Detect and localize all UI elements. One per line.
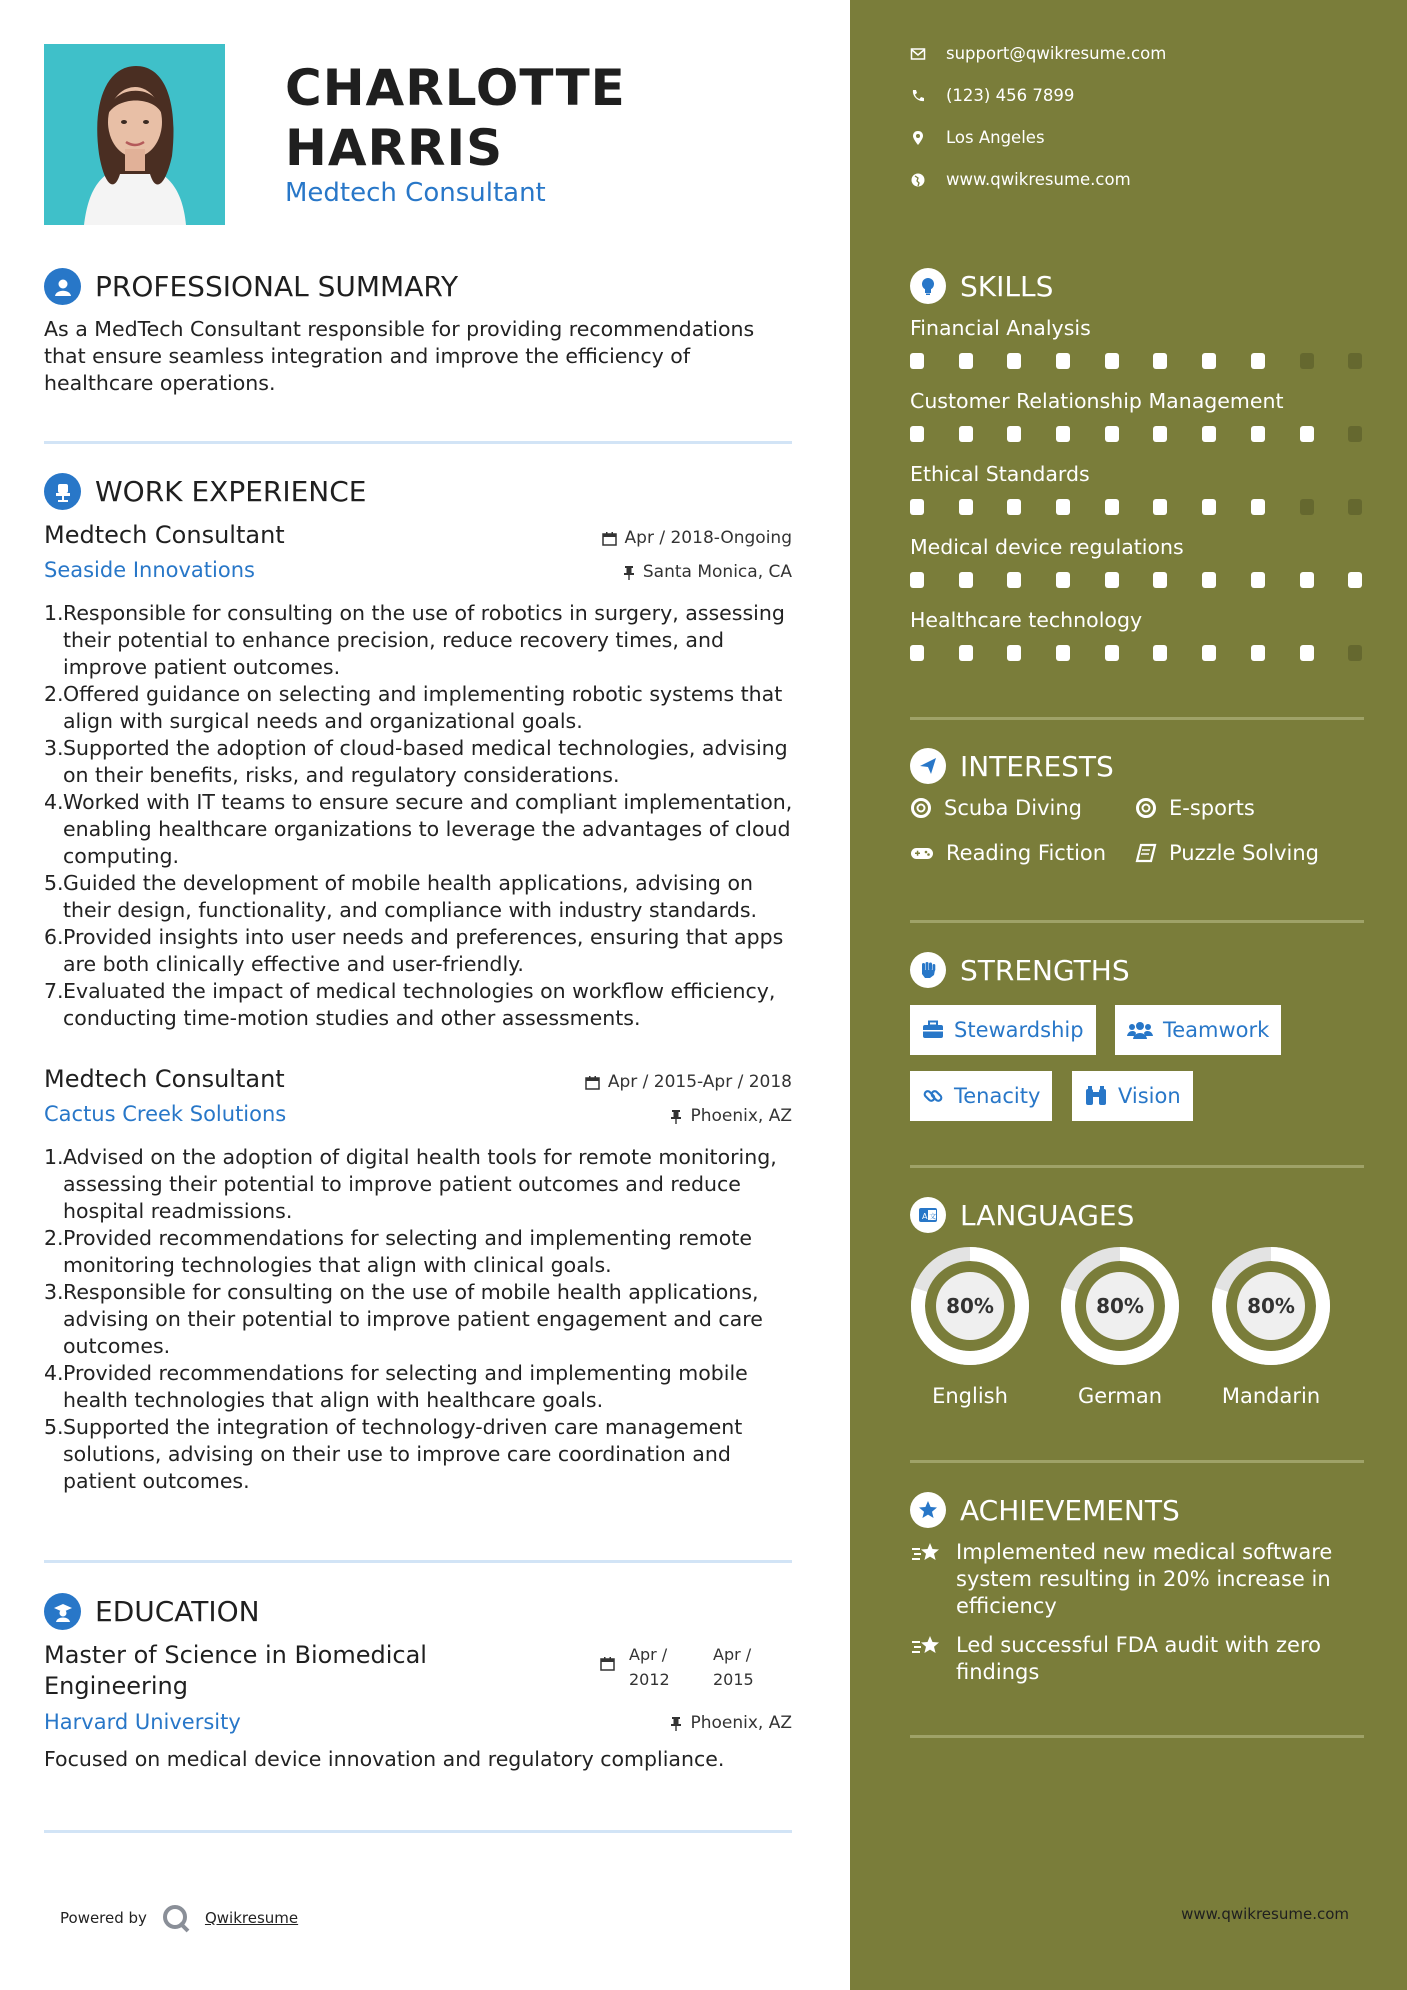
link-icon bbox=[922, 1085, 944, 1107]
language-ring bbox=[908, 1244, 1032, 1368]
education-title: EDUCATION bbox=[95, 1595, 260, 1628]
skill-rating bbox=[910, 499, 1397, 515]
skill-dot bbox=[1105, 499, 1119, 515]
gamepad-icon bbox=[910, 844, 934, 862]
phone-text: (123) 456 7899 bbox=[946, 86, 1075, 105]
list-item: 3. Responsible for consulting on the use of mobile health applications, advising on their potential to improve patient engagement and care outcomes. bbox=[44, 1280, 763, 1358]
interest-item: Scuba Diving bbox=[910, 796, 1082, 820]
skill-dot bbox=[959, 645, 973, 661]
skill-rating bbox=[910, 353, 1397, 369]
experience-title: WORK EXPERIENCE bbox=[95, 475, 367, 508]
education-location-text: Phoenix, AZ bbox=[690, 1713, 792, 1733]
job-1-date-text: Apr / 2018-Ongoing bbox=[624, 528, 792, 548]
job-2-location bbox=[670, 1106, 792, 1126]
website-text[interactable]: www.qwikresume.com bbox=[946, 170, 1131, 189]
language-item bbox=[1209, 1244, 1333, 1408]
achievements-heading bbox=[910, 1492, 1180, 1528]
shooting-star-icon bbox=[910, 1634, 944, 1658]
location-text: Los Angeles bbox=[946, 128, 1045, 147]
skill-name: Healthcare technology bbox=[910, 608, 1143, 632]
skill-dot bbox=[1348, 572, 1362, 588]
divider bbox=[910, 1460, 1364, 1463]
contact-website bbox=[910, 170, 1131, 189]
languages-title: LANGUAGES bbox=[960, 1198, 1135, 1232]
language-percent: 80% bbox=[1247, 1294, 1295, 1318]
skill-dot bbox=[1105, 426, 1119, 442]
education-start: Apr / 2012 bbox=[629, 1645, 670, 1689]
lifebuoy-icon bbox=[1135, 797, 1157, 819]
degree-line-2: Engineering bbox=[44, 1672, 188, 1700]
skill-dot bbox=[1153, 353, 1167, 369]
skill-name: Medical device regulations bbox=[910, 535, 1184, 559]
name-line-2: HARRIS bbox=[285, 119, 504, 177]
skill-rating bbox=[910, 645, 1397, 661]
skill-dot bbox=[959, 572, 973, 588]
translate-icon bbox=[910, 1197, 946, 1233]
skill-dot bbox=[1153, 426, 1167, 442]
job-2-responsibilities bbox=[44, 1144, 804, 1495]
skill-dot bbox=[910, 353, 924, 369]
skill-name: Financial Analysis bbox=[910, 316, 1091, 340]
skill-dot bbox=[1007, 572, 1021, 588]
skills-title: SKILLS bbox=[960, 269, 1054, 303]
strengths-title: STRENGTHS bbox=[960, 953, 1130, 987]
skill-dot bbox=[1251, 645, 1265, 661]
language-item bbox=[1058, 1244, 1182, 1408]
calendar-icon bbox=[600, 1656, 615, 1671]
skill-dot bbox=[959, 426, 973, 442]
divider bbox=[910, 920, 1364, 923]
lifebuoy-icon bbox=[910, 797, 932, 819]
svg-text:文: 文 bbox=[929, 1212, 937, 1221]
list-item: 5. Supported the integration of technology-driven care management solutions, advising on their use to improve care coordination and patient outcomes. bbox=[44, 1415, 743, 1493]
graduate-icon bbox=[44, 1593, 81, 1630]
job-1-title: Medtech Consultant bbox=[44, 521, 285, 549]
achievements-title: ACHIEVEMENTS bbox=[960, 1493, 1180, 1527]
divider bbox=[910, 1735, 1364, 1738]
skill-dot bbox=[1007, 645, 1021, 661]
map-pin-icon bbox=[910, 130, 926, 146]
job-2-company: Cactus Creek Solutions bbox=[44, 1102, 287, 1126]
interest-item: Puzzle Solving bbox=[1135, 841, 1319, 865]
globe-icon bbox=[910, 172, 926, 188]
list-item: 3. Supported the adoption of cloud-based medical technologies, advising on their benefits, risks, and regulatory considerations. bbox=[44, 736, 788, 787]
skill-dot bbox=[910, 572, 924, 588]
strengths-heading bbox=[910, 952, 1130, 988]
list-item: 1. Responsible for consulting on the use of robotics in surgery, assessing their potential to enhance precision, reduce recovery times, and improve patient outcomes. bbox=[44, 601, 785, 679]
skill-dot bbox=[1105, 572, 1119, 588]
education-dates bbox=[600, 1642, 754, 1692]
contact-email bbox=[910, 44, 1166, 63]
interest-item: E-sports bbox=[1135, 796, 1255, 820]
binoculars-icon bbox=[1084, 1086, 1108, 1106]
contact-location bbox=[910, 128, 1045, 147]
briefcase-icon bbox=[922, 1020, 944, 1040]
skill-dot bbox=[1056, 572, 1070, 588]
skill-rating bbox=[910, 426, 1397, 442]
list-item: 4. Worked with IT teams to ensure secure and compliant implementation, enabling healthcare organizations to leverage the advantages of cloud computing. bbox=[44, 790, 793, 868]
strength-chip: Teamwork bbox=[1115, 1005, 1281, 1055]
summary-text: As a MedTech Consultant responsible for providing recommendations that ensure seamless integration and improve the efficiency of healthcare operations. bbox=[44, 317, 755, 395]
language-ring bbox=[1209, 1244, 1333, 1368]
skill-name: Ethical Standards bbox=[910, 462, 1090, 486]
skill-dot bbox=[1153, 572, 1167, 588]
list-item: 4. Provided recommendations for selecting and implementing mobile health technologies that align with healthcare goals. bbox=[44, 1361, 748, 1412]
language-name: German bbox=[1077, 1384, 1163, 1408]
skill-dot bbox=[1300, 572, 1314, 588]
skill-dot bbox=[1153, 645, 1167, 661]
language-ring bbox=[1058, 1244, 1182, 1368]
interest-item: Reading Fiction bbox=[910, 841, 1106, 865]
school-name: Harvard University bbox=[44, 1710, 241, 1734]
language-percent: 80% bbox=[1096, 1294, 1144, 1318]
lightbulb-icon bbox=[910, 268, 946, 304]
list-item: 7. Evaluated the impact of medical technologies on workflow efficiency, conducting time-motion studies and other assessments. bbox=[44, 979, 776, 1030]
languages-heading bbox=[910, 1197, 1134, 1233]
skill-dot bbox=[910, 426, 924, 442]
divider bbox=[910, 1165, 1364, 1168]
shooting-star-icon bbox=[910, 1541, 944, 1565]
skill-dot bbox=[1056, 426, 1070, 442]
skill-dot bbox=[1300, 645, 1314, 661]
job-1-location bbox=[623, 562, 792, 582]
job-2-dates bbox=[585, 1072, 792, 1092]
interests-heading bbox=[910, 748, 1114, 784]
skill-dot bbox=[1007, 353, 1021, 369]
contact-phone bbox=[910, 86, 1074, 105]
user-icon bbox=[44, 268, 81, 305]
achievement-item: Led successful FDA audit with zero findings bbox=[910, 1632, 1360, 1686]
job-2-title: Medtech Consultant bbox=[44, 1065, 285, 1093]
calendar-icon bbox=[585, 1075, 600, 1090]
list-item: 2. Offered guidance on selecting and implementing robotic systems that align with surgical needs and organizational goals. bbox=[44, 682, 783, 733]
achievement-item: Implemented new medical software system resulting in 20% increase in efficiency bbox=[910, 1539, 1360, 1620]
skill-dot bbox=[1007, 426, 1021, 442]
job-2-date-text: Apr / 2015-Apr / 2018 bbox=[607, 1072, 792, 1092]
language-percent: 80% bbox=[946, 1294, 994, 1318]
skill-dot bbox=[1007, 499, 1021, 515]
job-1-location-text: Santa Monica, CA bbox=[642, 562, 792, 582]
divider bbox=[910, 717, 1364, 720]
education-location bbox=[670, 1713, 792, 1733]
skill-dot bbox=[1202, 426, 1216, 442]
star-icon bbox=[910, 1492, 946, 1528]
svg-text:A: A bbox=[922, 1212, 928, 1221]
candidate-role: Medtech Consultant bbox=[285, 178, 546, 208]
skill-dot bbox=[1348, 426, 1362, 442]
name-line-1: CHARLOTTE bbox=[285, 59, 626, 117]
candidate-name bbox=[285, 58, 626, 178]
envelope-icon bbox=[910, 46, 926, 62]
experience-heading bbox=[44, 473, 366, 510]
phone-icon bbox=[910, 88, 926, 104]
skill-dot bbox=[1202, 572, 1216, 588]
list-item: 2. Provided recommendations for selecting and implementing remote monitoring technologies that align with clinical goals. bbox=[44, 1226, 752, 1277]
degree-title bbox=[44, 1640, 427, 1702]
skill-dot bbox=[1105, 353, 1119, 369]
job-1-responsibilities bbox=[44, 600, 804, 1032]
skill-dot bbox=[1300, 499, 1314, 515]
qwikresume-logo-icon bbox=[161, 1903, 191, 1933]
summary-title: PROFESSIONAL SUMMARY bbox=[95, 270, 459, 303]
list-item: 6. Provided insights into user needs and preferences, ensuring that apps are both clinically effective and user-friendly. bbox=[44, 925, 784, 976]
calendar-icon bbox=[602, 531, 617, 546]
chair-icon bbox=[44, 473, 81, 510]
skill-dot bbox=[1251, 353, 1265, 369]
skill-dot bbox=[1105, 645, 1119, 661]
job-1-dates bbox=[602, 528, 792, 548]
skill-dot bbox=[1348, 499, 1362, 515]
powered-by-label: Powered by bbox=[60, 1909, 147, 1927]
language-item bbox=[908, 1244, 1032, 1408]
job-1-company: Seaside Innovations bbox=[44, 558, 255, 582]
strength-chip: Vision bbox=[1072, 1071, 1193, 1121]
job-2-location-text: Phoenix, AZ bbox=[690, 1106, 792, 1126]
skill-dot bbox=[1251, 426, 1265, 442]
skill-dot bbox=[1056, 353, 1070, 369]
skill-dot bbox=[1300, 353, 1314, 369]
skill-name: Customer Relationship Management bbox=[910, 389, 1284, 413]
email-text[interactable]: support@qwikresume.com bbox=[946, 44, 1167, 63]
qwikresume-link[interactable]: Qwikresume bbox=[204, 1909, 299, 1927]
strength-chip: Stewardship bbox=[910, 1005, 1096, 1055]
paper-plane-icon bbox=[910, 748, 946, 784]
education-end: Apr / 2015 bbox=[713, 1645, 754, 1689]
education-description: Focused on medical device innovation and regulatory compliance. bbox=[44, 1747, 725, 1771]
interests-title: INTERESTS bbox=[960, 749, 1114, 783]
list-item: 5. Guided the development of mobile health applications, advising on their design, functionality, and compliance with industry standards. bbox=[44, 871, 758, 922]
skill-rating bbox=[910, 572, 1397, 588]
skills-heading bbox=[910, 268, 1053, 304]
list-item: 1. Advised on the adoption of digital health tools for remote monitoring, assessing their potential to improve patient outcomes and reduce hospital readmissions. bbox=[44, 1145, 777, 1223]
summary-heading bbox=[44, 268, 458, 305]
book-icon bbox=[1135, 843, 1157, 863]
users-icon bbox=[1127, 1020, 1153, 1040]
footer-website[interactable]: www.qwikresume.com bbox=[1181, 1905, 1349, 1923]
skill-dot bbox=[1056, 499, 1070, 515]
skill-dot bbox=[1251, 572, 1265, 588]
skill-dot bbox=[959, 499, 973, 515]
skill-dot bbox=[910, 499, 924, 515]
skill-dot bbox=[1202, 499, 1216, 515]
strength-chip: Tenacity bbox=[910, 1071, 1052, 1121]
skill-dot bbox=[1348, 645, 1362, 661]
degree-line-1: Master of Science in Biomedical bbox=[44, 1641, 427, 1669]
fist-icon bbox=[910, 952, 946, 988]
skill-dot bbox=[1251, 499, 1265, 515]
skill-dot bbox=[1300, 426, 1314, 442]
education-heading bbox=[44, 1593, 260, 1630]
sidebar bbox=[850, 0, 1407, 1990]
language-name: English bbox=[932, 1384, 1008, 1408]
powered-by bbox=[60, 1903, 298, 1933]
skill-dot bbox=[1056, 645, 1070, 661]
divider bbox=[44, 1560, 792, 1563]
language-name: Mandarin bbox=[1221, 1384, 1321, 1408]
skill-dot bbox=[1202, 645, 1216, 661]
profile-photo bbox=[44, 44, 225, 225]
pin-icon bbox=[623, 565, 635, 580]
skill-dot bbox=[910, 645, 924, 661]
divider bbox=[44, 1830, 792, 1833]
skill-dot bbox=[959, 353, 973, 369]
skill-dot bbox=[1153, 499, 1167, 515]
skill-dot bbox=[1348, 353, 1362, 369]
divider bbox=[44, 441, 792, 444]
pin-icon bbox=[670, 1716, 682, 1731]
skill-dot bbox=[1202, 353, 1216, 369]
pin-icon bbox=[670, 1109, 682, 1124]
